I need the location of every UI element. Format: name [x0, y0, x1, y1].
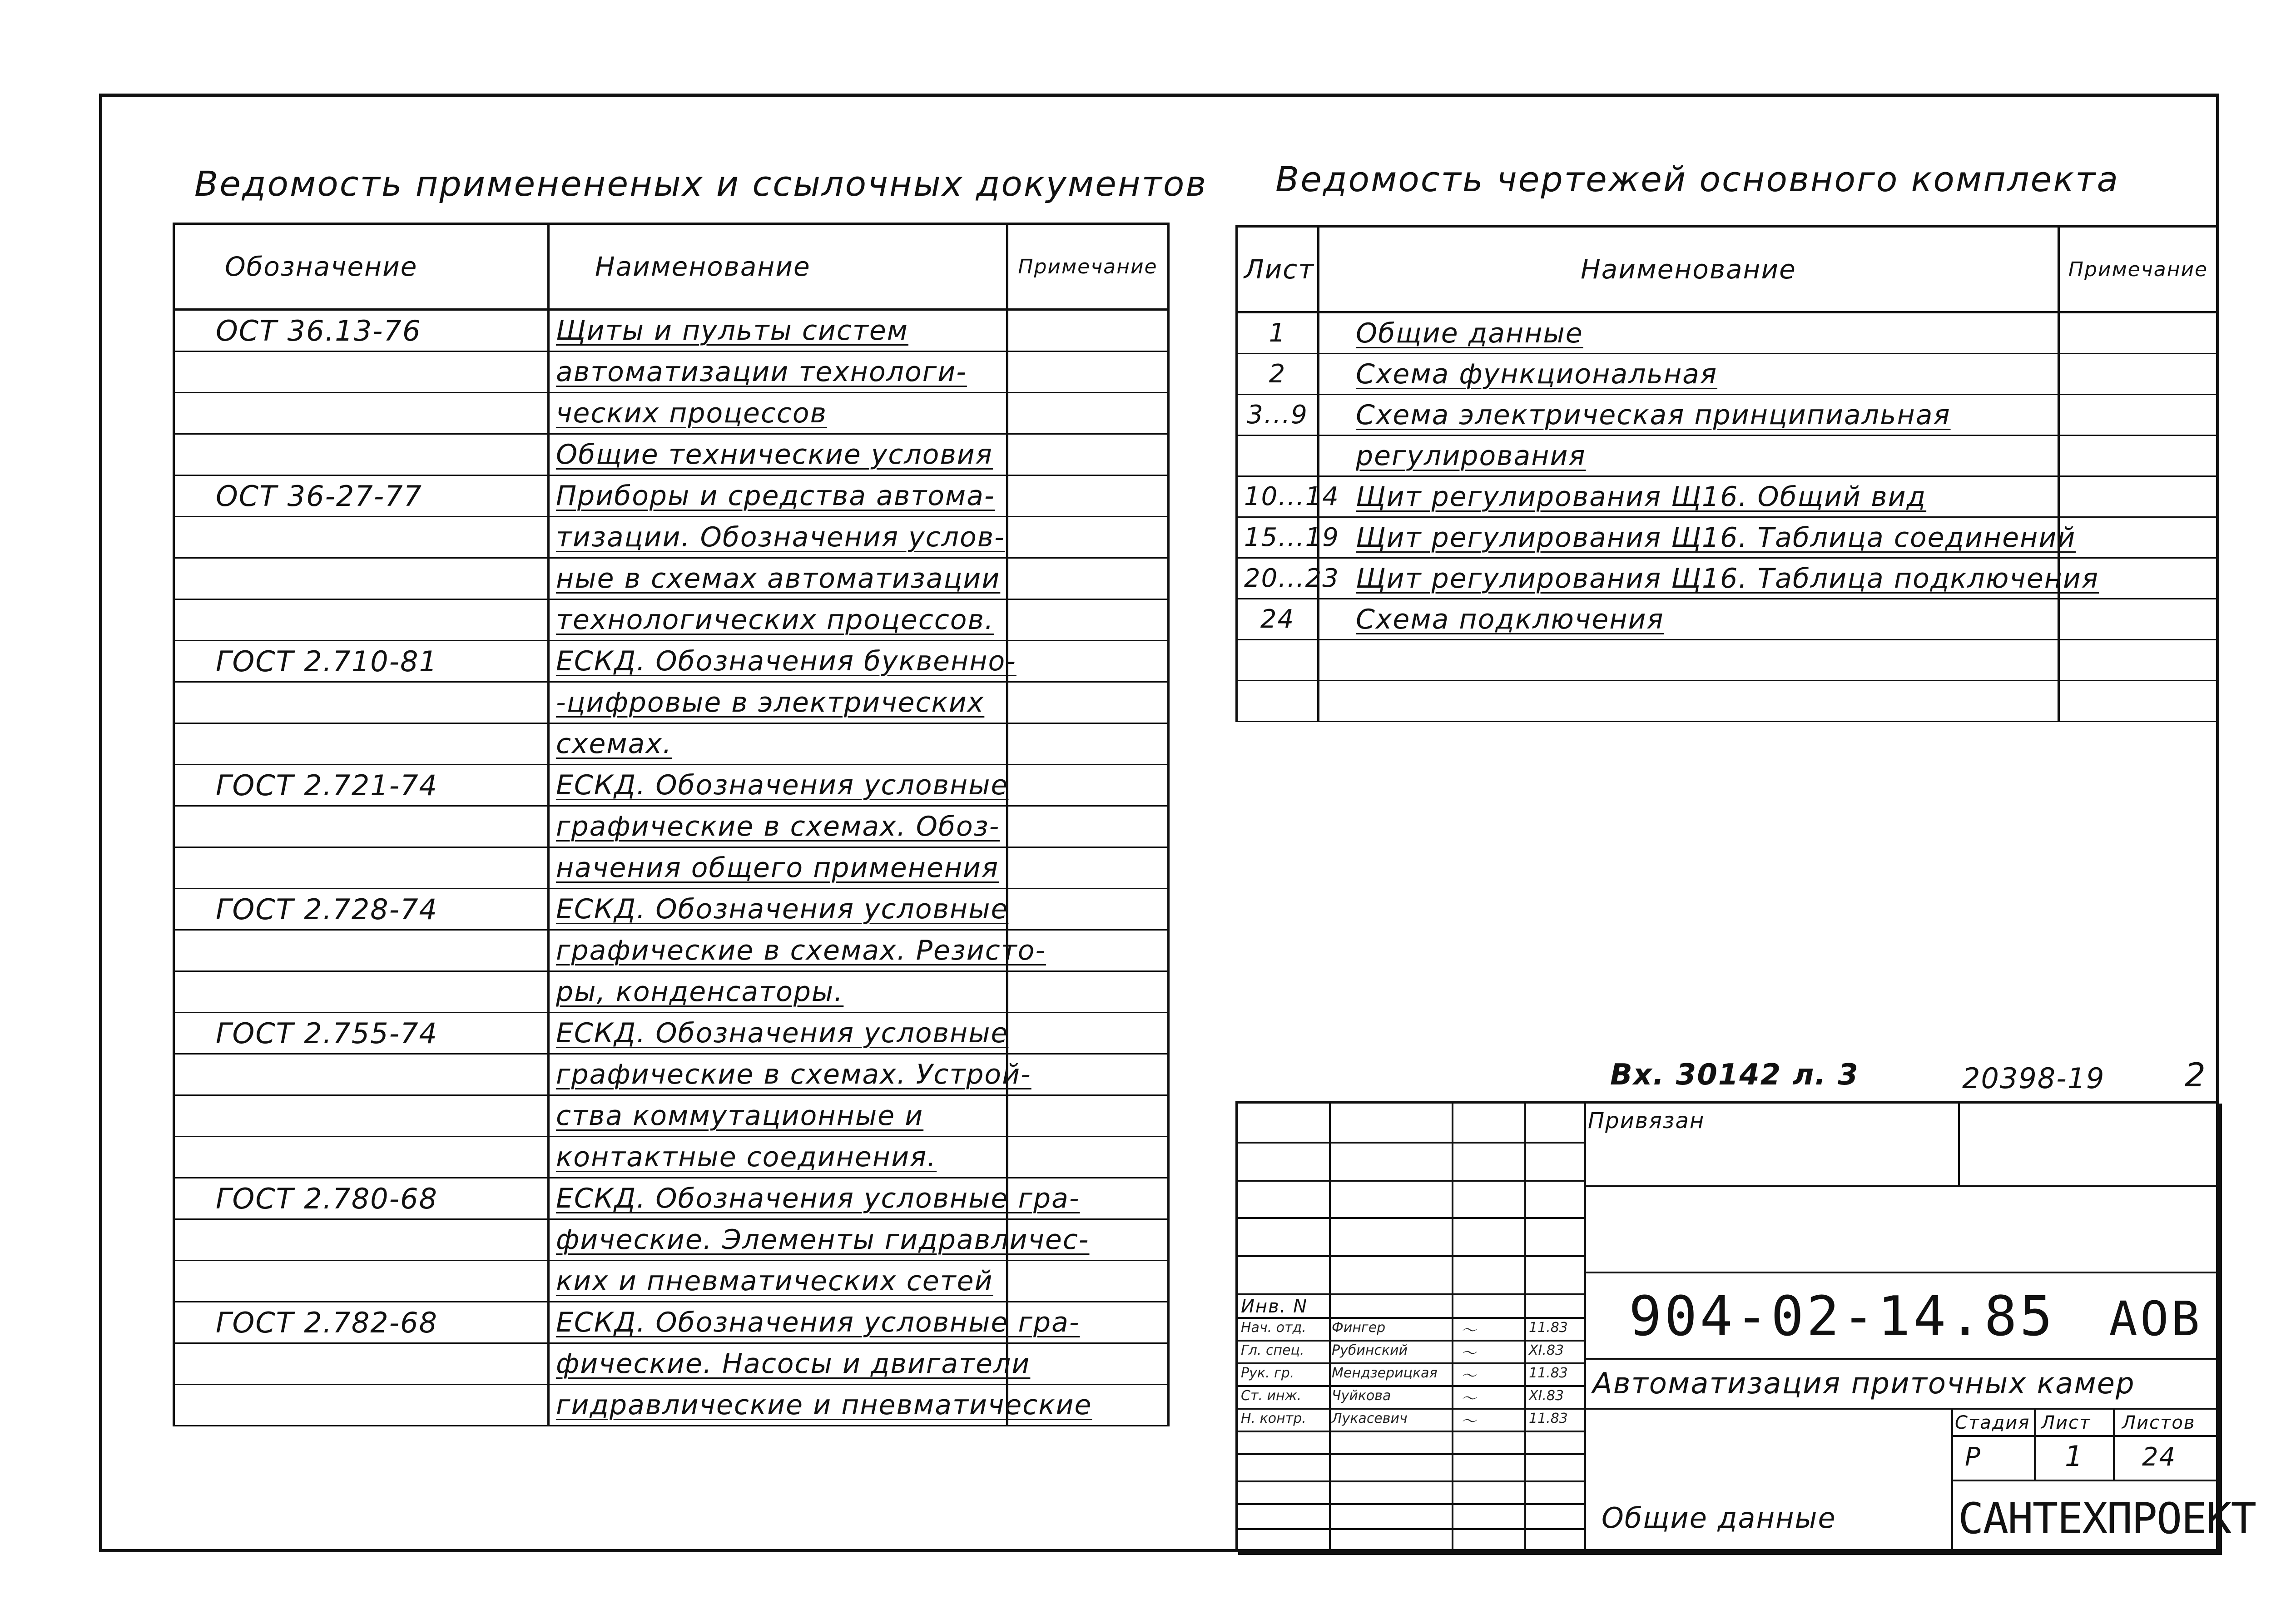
doc-name: графические в схемах. Устрой-	[549, 1054, 1007, 1095]
left-table-title: Ведомость применененых и ссылочных документов	[194, 163, 1208, 204]
header-note: Примечание	[1007, 224, 1169, 310]
referenced-documents-table	[173, 223, 1170, 1426]
handwritten-signature: 〜	[1461, 1322, 1476, 1340]
doc-name: Общие технические условия	[549, 434, 1007, 475]
doc-note	[1007, 1343, 1169, 1385]
doc-designation: ГОСТ 2.755-74	[174, 1013, 549, 1054]
table-row	[1237, 558, 2218, 599]
signature-date: XI.83	[1529, 1342, 1564, 1358]
drawing-note	[2059, 517, 2218, 558]
doc-note	[1007, 1054, 1169, 1095]
doc-designation	[174, 1219, 549, 1261]
doc-designation	[174, 971, 549, 1013]
drawing-name: регулирования	[1319, 436, 2059, 476]
table-row	[174, 1219, 1169, 1261]
doc-name: ЕСКД. Обозначения буквенно-	[549, 641, 1007, 682]
drawings-table	[1235, 225, 2219, 722]
drawing-name: Общие данные	[1319, 312, 2059, 354]
doc-designation	[174, 1137, 549, 1178]
doc-designation	[174, 930, 549, 971]
doc-name: ческих процессов	[549, 393, 1007, 434]
project-code-number: 904-02-14.85	[1629, 1285, 2055, 1348]
archive-number: 20398-19	[1962, 1062, 2105, 1095]
table-row	[1237, 640, 2218, 681]
doc-note	[1007, 558, 1169, 599]
table-row	[174, 1013, 1169, 1054]
drawing-sheet: 24	[1237, 599, 1319, 640]
drawing-sheet: 2	[1237, 354, 1319, 395]
table-row	[174, 641, 1169, 682]
doc-name: ЕСКД. Обозначения условные гра-	[549, 1178, 1007, 1219]
drawing-note	[2059, 354, 2218, 395]
drawing-name: Схема функциональная	[1319, 354, 2059, 395]
sheets-value: 24	[2142, 1442, 2177, 1472]
table-row	[1237, 354, 2218, 395]
table-row	[174, 310, 1169, 352]
doc-note	[1007, 393, 1169, 434]
table-row	[174, 1095, 1169, 1137]
table-row	[174, 723, 1169, 765]
table-row	[1237, 599, 2218, 640]
handwritten-signature: 〜	[1461, 1390, 1476, 1408]
drawing-note	[2059, 599, 2218, 640]
bound-label: Привязан	[1588, 1108, 1705, 1134]
signature-name: Рубинский	[1332, 1342, 1408, 1358]
signature-name: Лукасевич	[1332, 1411, 1408, 1426]
signature-name: Чуйкова	[1332, 1388, 1391, 1404]
table-row	[174, 1385, 1169, 1426]
table-header-row	[1237, 227, 2218, 312]
signature-role: Н. контр.	[1241, 1411, 1306, 1426]
doc-designation	[174, 352, 549, 393]
signature-date: 11.83	[1529, 1320, 1568, 1336]
doc-designation	[174, 723, 549, 765]
doc-note	[1007, 682, 1169, 723]
organization-name: САНТЕХПРОЕКТ	[1958, 1494, 2256, 1544]
drawing-name: Щит регулирования Щ16. Таблица подключения	[1319, 558, 2059, 599]
doc-designation	[174, 599, 549, 641]
table-row	[174, 599, 1169, 641]
table-row	[174, 806, 1169, 847]
doc-designation	[174, 1095, 549, 1137]
table-row	[1237, 312, 2218, 354]
doc-designation: ГОСТ 2.780-68	[174, 1178, 549, 1219]
table-row	[1237, 395, 2218, 436]
doc-note	[1007, 847, 1169, 889]
handwritten-signature: 〜	[1461, 1367, 1476, 1385]
doc-designation	[174, 1054, 549, 1095]
doc-name: гидравлические и пневматические	[549, 1385, 1007, 1426]
table-row	[174, 889, 1169, 930]
table-row	[1237, 436, 2218, 476]
table-row	[1237, 476, 2218, 517]
signature-name: Фингер	[1332, 1320, 1386, 1336]
doc-note	[1007, 1137, 1169, 1178]
doc-name: ЕСКД. Обозначения условные	[549, 765, 1007, 806]
doc-note	[1007, 517, 1169, 558]
table-row	[174, 558, 1169, 599]
table-row	[174, 393, 1169, 434]
table-row	[174, 475, 1169, 517]
doc-name: ких и пневматических сетей	[549, 1261, 1007, 1302]
project-name: Автоматизация приточных камер	[1592, 1367, 2135, 1401]
doc-name: схемах.	[549, 723, 1007, 765]
doc-name: ры, конденсаторы.	[549, 971, 1007, 1013]
doc-designation	[174, 847, 549, 889]
stage-value: Р	[1965, 1442, 1981, 1472]
table-row	[174, 352, 1169, 393]
doc-designation	[174, 682, 549, 723]
header-name: Наименование	[549, 224, 1007, 310]
signature-date: 11.83	[1529, 1411, 1568, 1426]
doc-name: ЕСКД. Обозначения условные	[549, 889, 1007, 930]
table-row	[174, 1261, 1169, 1302]
drawing-name: Щит регулирования Щ16. Таблица соединений	[1319, 517, 2059, 558]
table-header-row	[174, 224, 1169, 310]
doc-designation: ОСТ 36-27-77	[174, 475, 549, 517]
drawing-sheet	[1237, 436, 1319, 476]
signature-date: 11.83	[1529, 1365, 1568, 1381]
table-row	[174, 1137, 1169, 1178]
doc-designation: ГОСТ 2.782-68	[174, 1302, 549, 1343]
sheet-title: Общие данные	[1602, 1501, 1836, 1535]
doc-note	[1007, 641, 1169, 682]
doc-note	[1007, 310, 1169, 352]
doc-name: ЕСКД. Обозначения условные	[549, 1013, 1007, 1054]
doc-note	[1007, 352, 1169, 393]
doc-name: автоматизации технологи-	[549, 352, 1007, 393]
drawing-name	[1319, 681, 2059, 722]
doc-designation	[174, 1261, 549, 1302]
table-row	[174, 765, 1169, 806]
drawing-name: Схема электрическая принципиальная	[1319, 395, 2059, 436]
doc-name: ства коммутационные и	[549, 1095, 1007, 1137]
table-row	[174, 434, 1169, 475]
drawing-note	[2059, 640, 2218, 681]
doc-designation: ОСТ 36.13-76	[174, 310, 549, 352]
drawing-name	[1319, 640, 2059, 681]
doc-designation: ГОСТ 2.721-74	[174, 765, 549, 806]
drawing-sheet: 20...23	[1237, 558, 1319, 599]
doc-designation	[174, 558, 549, 599]
doc-name: графические в схемах. Обоз-	[549, 806, 1007, 847]
doc-designation: ГОСТ 2.728-74	[174, 889, 549, 930]
doc-name: начения общего применения	[549, 847, 1007, 889]
doc-designation	[174, 434, 549, 475]
table-row	[174, 517, 1169, 558]
drawing-sheet: 3...9	[1237, 395, 1319, 436]
drawing-sheet: 1	[1237, 312, 1319, 354]
doc-note	[1007, 434, 1169, 475]
drawing-sheet	[1237, 681, 1319, 722]
drawing-sheet: 15...19	[1237, 517, 1319, 558]
table-row	[1237, 681, 2218, 722]
title-block	[1235, 1101, 2256, 1552]
drawing-sheet	[1237, 640, 1319, 681]
drawing-note	[2059, 436, 2218, 476]
table-row	[174, 1302, 1169, 1343]
doc-note	[1007, 723, 1169, 765]
doc-name: Щиты и пульты систем	[549, 310, 1007, 352]
table-row	[174, 930, 1169, 971]
table-row	[174, 1054, 1169, 1095]
doc-note	[1007, 806, 1169, 847]
drawing-note	[2059, 681, 2218, 722]
header-note: Примечание	[2059, 227, 2218, 312]
doc-note	[1007, 1013, 1169, 1054]
doc-note	[1007, 1095, 1169, 1137]
doc-name: ЕСКД. Обозначения условные гра-	[549, 1302, 1007, 1343]
signature-role: Рук. гр.	[1241, 1365, 1294, 1381]
doc-designation	[174, 1385, 549, 1426]
doc-note	[1007, 475, 1169, 517]
signature-role: Ст. инж.	[1241, 1388, 1302, 1404]
signature-role: Нач. отд.	[1241, 1320, 1306, 1336]
handwritten-signature: 〜	[1461, 1412, 1476, 1431]
page-number: 2	[2185, 1056, 2207, 1094]
table-row	[174, 847, 1169, 889]
signature-date: XI.83	[1529, 1388, 1564, 1404]
doc-name: ные в схемах автоматизации	[549, 558, 1007, 599]
doc-note	[1007, 599, 1169, 641]
table-row	[174, 682, 1169, 723]
table-row	[1237, 517, 2218, 558]
table-row	[174, 971, 1169, 1013]
doc-designation	[174, 1343, 549, 1385]
sheets-label: Листов	[2122, 1412, 2196, 1433]
doc-note	[1007, 765, 1169, 806]
doc-designation: ГОСТ 2.710-81	[174, 641, 549, 682]
signature-role: Гл. спец.	[1241, 1342, 1304, 1358]
project-code-suffix: АОВ	[2109, 1291, 2203, 1347]
doc-name: графические в схемах. Резисто-	[549, 930, 1007, 971]
right-table-title: Ведомость чертежей основного комплекта	[1275, 159, 2120, 199]
drawing-note	[2059, 476, 2218, 517]
table-row	[174, 1343, 1169, 1385]
header-designation: Обозначение	[174, 224, 549, 310]
drawing-note	[2059, 312, 2218, 354]
inventory-note: Вх. 30142 л. 3	[1610, 1058, 1859, 1092]
doc-name: фические. Элементы гидравличес-	[549, 1219, 1007, 1261]
signature-name: Мендзерицкая	[1332, 1365, 1438, 1381]
doc-name: фические. Насосы и двигатели	[549, 1343, 1007, 1385]
inventory-label: Инв. N	[1241, 1296, 1308, 1317]
sheet-value: 1	[2065, 1440, 2084, 1473]
handwritten-signature: 〜	[1461, 1344, 1476, 1362]
header-sheet: Лист	[1237, 227, 1319, 312]
doc-note	[1007, 1261, 1169, 1302]
stage-label: Стадия	[1955, 1412, 2030, 1433]
project-code	[1629, 1285, 2202, 1348]
doc-note	[1007, 971, 1169, 1013]
sheet-label: Лист	[2041, 1412, 2091, 1433]
doc-name: контактные соединения.	[549, 1137, 1007, 1178]
table-row	[174, 1178, 1169, 1219]
doc-note	[1007, 889, 1169, 930]
doc-name: технологических процессов.	[549, 599, 1007, 641]
drawing-note	[2059, 395, 2218, 436]
doc-designation	[174, 517, 549, 558]
drawing-name: Щит регулирования Щ16. Общий вид	[1319, 476, 2059, 517]
doc-name: -цифровые в электрических	[549, 682, 1007, 723]
doc-designation	[174, 393, 549, 434]
drawing-name: Схема подключения	[1319, 599, 2059, 640]
drawing-sheet: 10...14	[1237, 476, 1319, 517]
header-name: Наименование	[1319, 227, 2059, 312]
doc-name: Приборы и средства автома-	[549, 475, 1007, 517]
doc-name: тизации. Обозначения услов-	[549, 517, 1007, 558]
doc-designation	[174, 806, 549, 847]
